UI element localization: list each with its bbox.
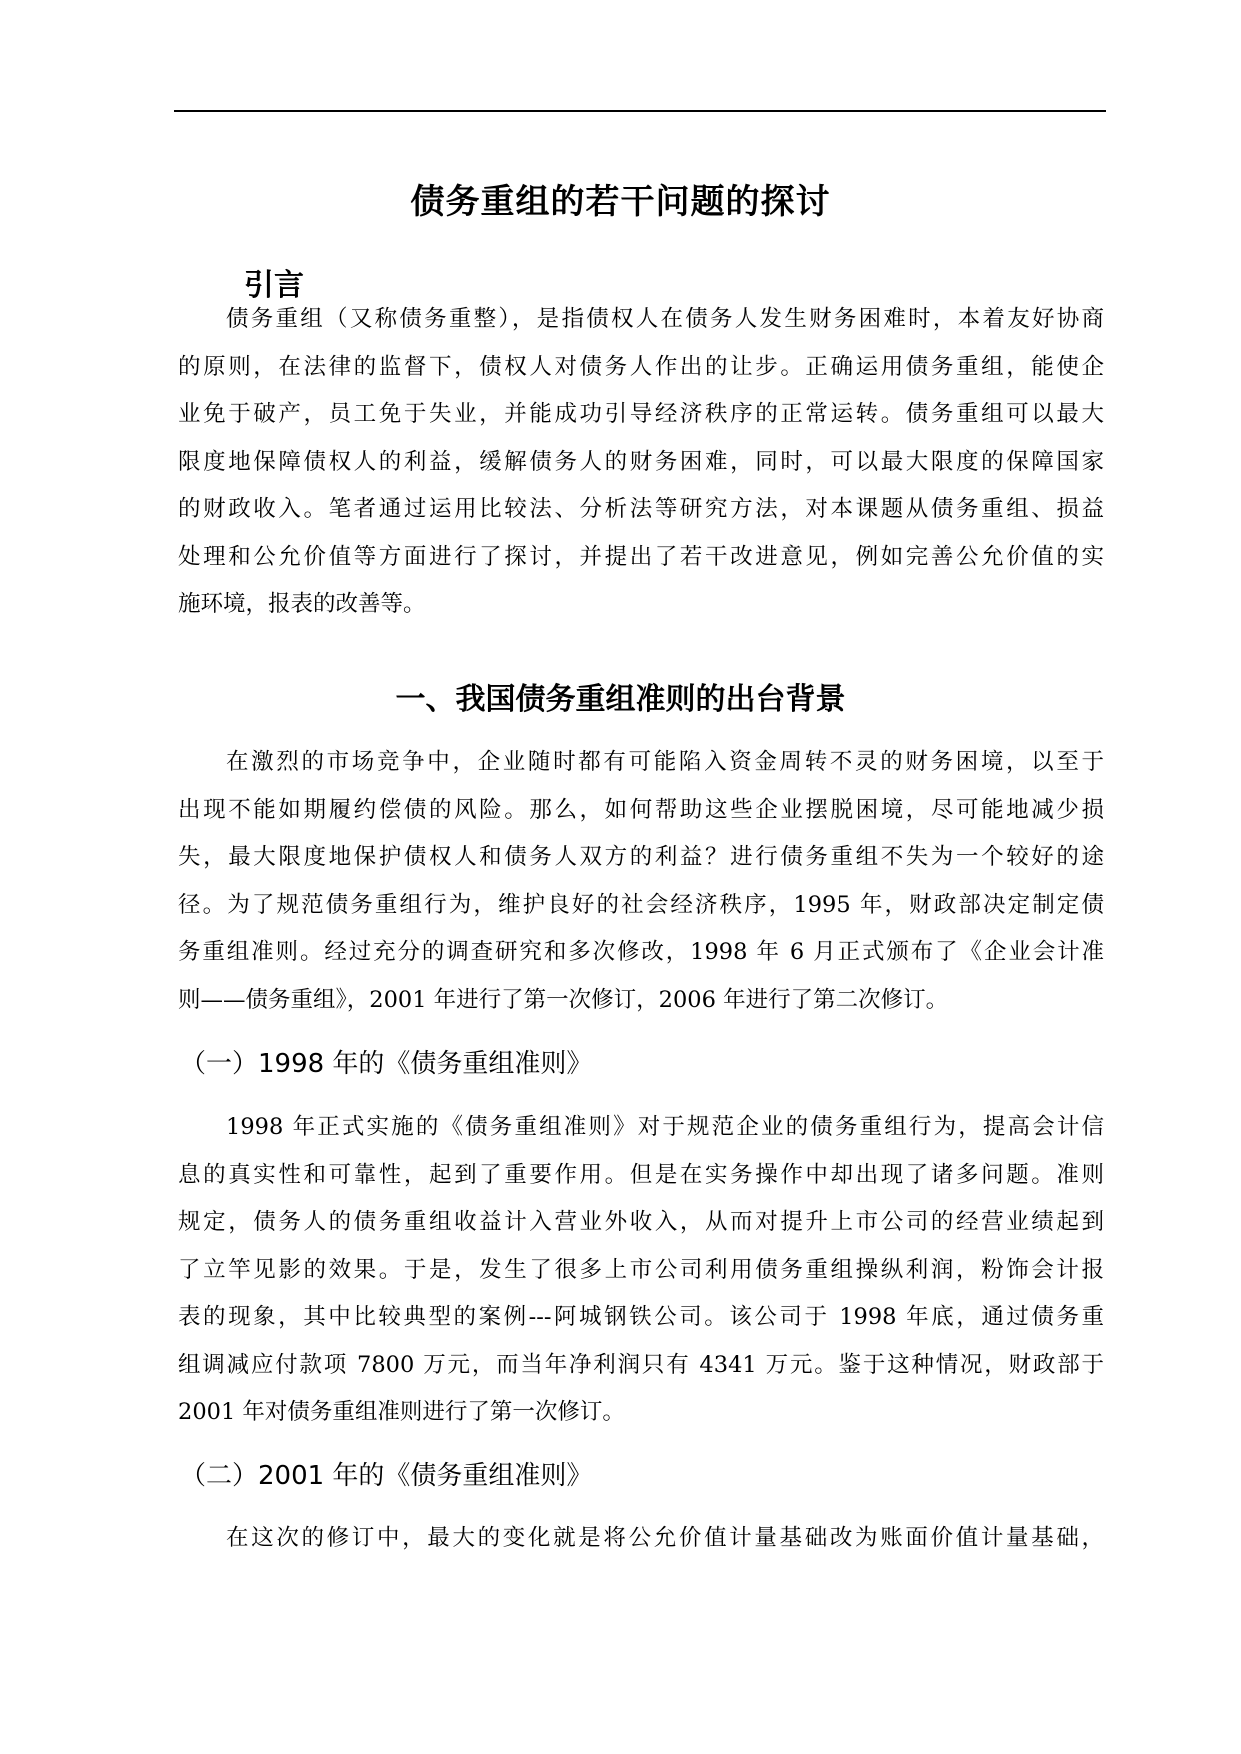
paragraph-line: 1998 年正式实施的《债务重组准则》对于规范企业的债务重组行为，提高会计信: [226, 1114, 1104, 1140]
paragraph-line: 债务重组（又称债务重整），是指债权人在债务人发生财务困难时，本着友好协商: [226, 306, 1104, 332]
paragraph-line: 息的真实性和可靠性，起到了重要作用。但是在实务操作中却出现了诸多问题。准则: [178, 1161, 1104, 1188]
section1-paragraph: [178, 739, 1104, 1024]
paragraph-line: 径。为了规范债务重组行为，维护良好的社会经济秩序，1995 年，财政部决定制定债: [178, 891, 1104, 918]
paragraph-line: 则——债务重组》，2001 年进行了第一次修订，2006 年进行了第二次修订。: [178, 986, 949, 1013]
paragraph-line: 在这次的修订中，最大的变化就是将公允价值计量基础改为账面价值计量基础，: [226, 1525, 1104, 1551]
intro-heading: 引言: [244, 268, 304, 303]
paragraph-line: 失，最大限度地保护债权人和债务人双方的利益？进行债务重组不失为一个较好的途: [178, 844, 1104, 870]
paragraph-line: 在激烈的市场竞争中，企业随时都有可能陷入资金周转不灵的财务困境，以至于: [226, 749, 1104, 775]
paragraph-line: 施环境，报表的改善等。: [178, 591, 426, 617]
paragraph-line: 2001 年对债务重组准则进行了第一次修订。: [178, 1399, 625, 1425]
paragraph-line: 组调减应付款项 7800 万元，而当年净利润只有 4341 万元。鉴于这种情况，财政部于: [178, 1351, 1104, 1378]
paragraph-line: 处理和公允价值等方面进行了探讨，并提出了若干改进意见，例如完善公允价值的实: [178, 543, 1104, 570]
subsection-heading: （二）2001 年的《债务重组准则》: [180, 1461, 593, 1491]
paragraph-line: 的财政收入。笔者通过运用比较法、分析法等研究方法，对本课题从债务重组、损益: [178, 496, 1104, 522]
section-heading: 一、我国债务重组准则的出台背景: [395, 682, 846, 717]
paragraph-line: 规定，债务人的债务重组收益计入营业外收入，从而对提升上市公司的经营业绩起到: [178, 1209, 1104, 1235]
subsection-heading: （一）1998 年的《债务重组准则》: [180, 1049, 593, 1079]
paragraph-line: 业免于破产，员工免于失业，并能成功引导经济秩序的正常运转。债务重组可以最大: [178, 401, 1104, 427]
document-title: 债务重组的若干问题的探讨: [410, 182, 831, 222]
subsection1-paragraph: [178, 1104, 1104, 1437]
paragraph-line: 的原则，在法律的监督下，债权人对债务人作出的让步。正确运用债务重组，能使企: [178, 353, 1104, 380]
paragraph-line: 表的现象，其中比较典型的案例---阿城钢铁公司。该公司于 1998 年底，通过债务重: [178, 1304, 1104, 1330]
paragraph-line: 务重组准则。经过充分的调查研究和多次修改，1998 年 6 月正式颁布了《企业会计准: [178, 939, 1104, 965]
paragraph-line: 限度地保障债权人的利益，缓解债务人的财务困难，同时，可以最大限度的保障国家: [178, 448, 1104, 475]
paragraph-line: 了立竿见影的效果。于是，发生了很多上市公司利用债务重组操纵利润，粉饰会计报: [178, 1256, 1104, 1283]
paragraph-line: 出现不能如期履约偿债的风险。那么，如何帮助这些企业摆脱困境，尽可能地减少损: [178, 796, 1104, 823]
subsection2-paragraph: [178, 1515, 1104, 1563]
header-rule: [174, 110, 1106, 112]
intro-paragraph: [178, 296, 1104, 629]
